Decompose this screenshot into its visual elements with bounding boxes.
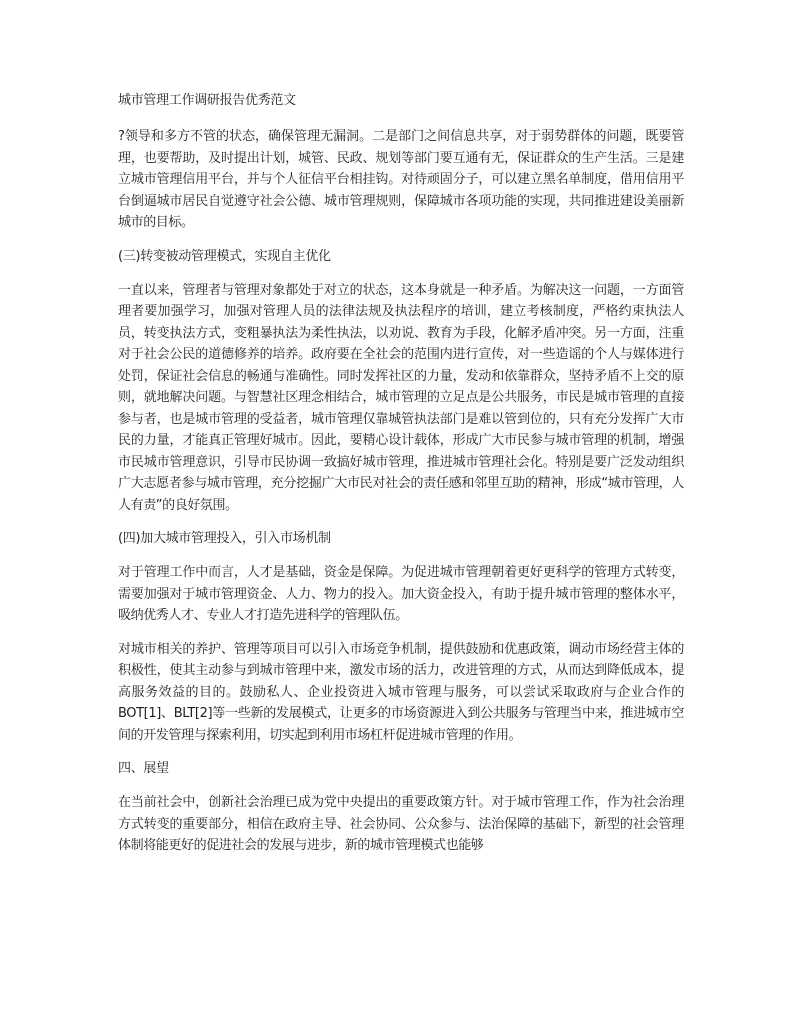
section-heading-outlook: 四、展望 [118, 761, 169, 776]
document-page [118, 92, 684, 869]
section-heading-4: (四)加大城市管理投入，引入市场机制 [118, 531, 331, 546]
section-heading-3: (三)转变被动管理模式，实现自主优化 [118, 248, 331, 264]
paragraph-4: 对城市相关的养护、管理等项目可以引入市场竞争机制，提供鼓励和优惠政策，调动市场经营主体的积极性，使其主动参与到城市管理中来，激发市场的活力，改进管理的方式，从而达到降低成本，提高服务效益的目的。鼓励私人、企业投资进入城市管理与服务，可以尝试采取政府与企业合作的 BOT[1]、BLT[2]等一些新的发展模式，让更多的市场资源进入到公共服务与管理当中来，推进城市空间的开发管理与探索利用，切实起到利用市场杠杆促进城市管理的作用。 [118, 641, 684, 743]
paragraph-3: 对于管理工作中而言，人才是基础，资金是保障。为促进城市管理朝着更好更科学的管理方式转变，需要加强对于城市管理资金、人力、物力的投入。加大资金投入，有助于提升城市管理的整体水平，吸纳优秀人才、专业人才打造先进科学的管理队伍。 [118, 565, 684, 623]
document-title: 城市管理工作调研报告优秀范文 [118, 93, 296, 108]
paragraph-1: ?领导和多方不管的状态，确保管理无漏洞。二是部门之间信息共享，对于弱势群体的问题，既要管理，也要帮助，及时提出计划，城管、民政、规划等部门要互通有无，保证群众的生产生活。三是建立城市管理信用平台，并与个人征信平台相挂钩。对待顽固分子，可以建立黑名单制度，借用信用平台倒逼城市居民自觉遵守社会公德、城市管理规则，保障城市各项功能的实现，共同推进建设美丽新城市的目标。 [118, 129, 684, 230]
paragraph-2: 一直以来，管理者与管理对象都处于对立的状态，这本身就是一种矛盾。为解决这一问题，一方面管理者要加强学习，加强对管理人员的法律法规及执法程序的培训，建立考核制度，严格约束执法人员，转变执法方式，变粗暴执法为柔性执法，以劝说、教育为手段，化解矛盾冲突。另一方面，注重对于社会公民的道德修养的培养。政府要在全社会的范围内进行宣传，对一些造谣的个人与媒体进行处罚，保证社会信息的畅通与准确性。同时发挥社区的力量，发动和依靠群众，坚持矛盾不上交的原则，就地解决问题。与智慧社区理念相结合，城市管理的立足点是公共服务，市民是城市管理的直接参与者，也是城市管理的受益者，城市管理仅靠城管执法部门是难以管到位的，只有充分发挥广大市民的力量，才能真正管理好城市。因此，要精心设计载体，形成广大市民参与城市管理的机制，增强市民城市管理意识，引导市民协调一致搞好城市管理，推进城市管理社会化。特别是要广泛发动组织广大志愿者参与城市管理，充分挖掘广大市民对社会的责任感和邻里互助的精神，形成“城市管理，人人有责”的良好氛围。 [118, 282, 684, 513]
paragraph-5: 在当前社会中，创新社会治理已成为党中央提出的重要政策方针。对于城市管理工作，作为社会治理方式转变的重要部分，相信在政府主导、社会协同、公众参与、法治保障的基础下，新型的社会管理体制将能更好的促进社会的发展与进步，新的城市管理模式也能够 [118, 795, 684, 853]
